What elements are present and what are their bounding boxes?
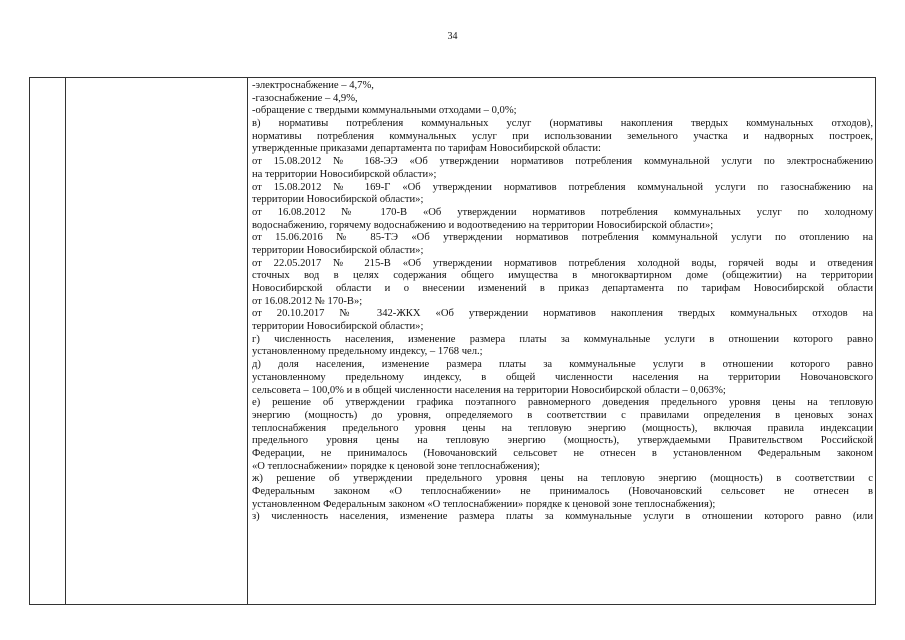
text-line: г) численность населения, изменение размера платы за коммунальные услуги в отношении которого равно — [252, 333, 873, 345]
text-line: е) решение об утверждении графика поэтапного равномерного доведения предельного уровня цены на тепловую — [252, 397, 873, 409]
page-number: 34 — [447, 31, 458, 42]
text-line: от 15.08.2012 № 168-ЭЭ «Об утверждении нормативов потребления коммунальной услуги по электроснабжению — [252, 156, 873, 168]
text-line: сельсовета – 100,0% и в общей численности населения на территории Новосибирской области – 0,063%; — [252, 384, 726, 396]
text-line: от 16.08.2012 № 170-В»; — [252, 295, 363, 307]
text-line: в) нормативы потребления коммунальных услуг (нормативы накопления твердых коммунальных отходов), — [252, 118, 873, 130]
text-line: установленному предельному индексу, в общей численности населения на территории Новочановского — [252, 371, 873, 383]
text-line: -электроснабжение – 4,7%, — [252, 80, 374, 91]
column-divider-2 — [247, 78, 248, 604]
text-line: Новосибирской области и о внесении изменений в приказ департамента по тарифам Новосибирской области — [252, 283, 873, 294]
text-line: «О теплоснабжении» порядке к ценовой зоне теплоснабжения); — [252, 460, 540, 472]
text-line: территории Новосибирской области»; — [252, 244, 424, 256]
text-line: водоснабжению, горячему водоснабжению и водоотведению на территории Новосибирской области»; — [252, 219, 714, 231]
text-line: теплоснабжения предельного уровня цены на тепловую энергию (мощность), включая правила индексации — [252, 422, 873, 434]
text-line: энергию (мощность) до уровня, определяемого в соответствии с правилами определения в ценовых зонах — [252, 409, 873, 421]
text-line: от 22.05.2017 № 215-В «Об утверждении нормативов потребления холодной воды, горячей воды и отведения — [252, 257, 873, 269]
text-line: ж) решение об утверждении предельного уровня цены на тепловую энергию (мощность) в соответствии с — [252, 473, 873, 485]
text-line: Федеральным законом «О теплоснабжении» не принималось (Новочановский сельсовет не отнесен в — [252, 486, 873, 497]
text-line: от 15.08.2012 № 169-Г «Об утверждении нормативов потребления коммунальной услуги по газоснабжению на — [252, 181, 873, 193]
text-line: предельного уровня цены на тепловую энергию (мощность), утверждаемыми Правительством Российской — [252, 435, 873, 447]
text-line: от 20.10.2017 № 342-ЖКХ «Об утверждении нормативов накопления твердых коммунальных отходов на — [252, 308, 873, 320]
text-line: сточных вод в целях содержания общего имущества в многоквартирном доме (общежитии) на территории — [252, 270, 873, 282]
text-line: территории Новосибирской области»; — [252, 194, 424, 206]
text-line: от 16.08.2012 № 170-В «Об утверждении нормативов потребления коммунальных услуг по холодному — [252, 206, 873, 218]
text-line: Федерации, не принималось (Новочановский сельсовет не отнесен в установленном Федеральным законом — [252, 447, 873, 459]
text-line: территории Новосибирской области»; — [252, 321, 424, 333]
text-line: от 15.06.2016 № 85-ТЭ «Об утверждении нормативов потребления коммунальной услуги по отоплению на — [252, 232, 873, 244]
text-line: утвержденные приказами департамента по тарифам Новосибирской области: — [252, 143, 601, 155]
text-line: -газоснабжение – 4,9%, — [252, 92, 358, 104]
text-line: д) доля населения, изменение размера платы за коммунальные услуги в отношении которого равно — [252, 359, 873, 371]
text-line: нормативы потребления коммунальных услуг при использовании земельного участка и надворных построек, — [252, 130, 873, 142]
content-cell — [252, 80, 873, 524]
text-line: з) численность населения, изменение размера платы за коммунальные услуги в отношении которого равно (или — [252, 511, 873, 523]
text-line: на территории Новосибирской области»; — [252, 168, 437, 180]
column-divider-1 — [65, 78, 66, 604]
text-line: установленному предельному индексу, – 1768 чел.; — [252, 346, 483, 358]
text-line: установленном Федеральным законом «О теплоснабжении» порядке к ценовой зоне теплоснабжения); — [252, 498, 716, 510]
text-line: -обращение с твердыми коммунальными отходами – 0,0%; — [252, 105, 517, 117]
